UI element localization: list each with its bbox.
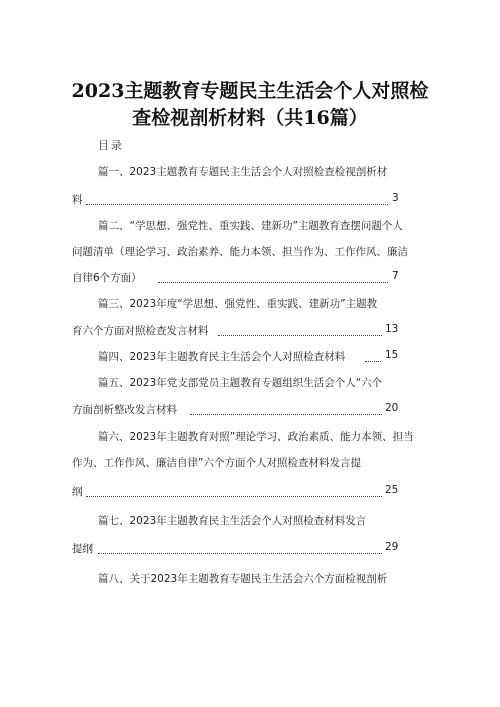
toc-entry-1-line-1: 篇一、2023主题教育专题民主生活会个人对照检查检视剖析材 [98,166,388,178]
toc-entry-7-page: 29 [385,541,399,553]
toc-entry-2-line-1: 篇二、“学思想、强党性、重实践、建新功”主题教育查摆问题个人 [98,220,403,232]
toc-entry-3-page: 13 [385,323,399,335]
toc-leader [158,282,388,283]
toc-entry-1-page: 3 [392,192,399,204]
toc-entry-2-line-3: 自律6个方面） [72,272,142,284]
toc-entry-5-page: 20 [385,402,399,414]
toc-leader [86,204,388,205]
toc-entry-6-line-3: 纲 [72,486,83,498]
document-title-line-1: 2023主题教育专题民主生活会个人对照检 [71,80,429,102]
toc-entry-1-line-2: 料 [72,194,83,206]
toc-leader [218,335,382,336]
toc-entry-2-page: 7 [392,270,399,282]
toc-entry-8-line-1: 篇八、关于2023年主题教育专题民主生活会六个方面检视剖析 [98,573,388,585]
toc-leader [365,361,381,362]
toc-leader [86,496,382,497]
toc-entry-6-line-2: 作为、工作作风、廉洁自律”六个方面个人对照检查材料发言提 [72,457,361,469]
toc-entry-4-page: 15 [385,349,399,361]
document-title-line-2: 查检视剖析材料（共16篇） [132,107,368,129]
toc-entry-5-line-2: 方面剖析整改发言材料 [72,404,177,416]
toc-leader [190,414,382,415]
toc-entry-4-line-1: 篇四、2023年主题教育民主生活会个人对照检查材料 [98,351,346,363]
toc-entry-3-line-1: 篇三、2023年度“学思想、强党性、重实践、建新功”主题教 [98,298,378,310]
toc-entry-6-page: 25 [385,484,399,496]
toc-entry-6-line-1: 篇六、2023年主题教育对照”理论学习、政治素质、能力本领、担当 [98,431,414,443]
toc-entry-3-line-2: 育六个方面对照检查发言材料 [72,325,209,337]
toc-entry-7-line-1: 篇七、2023年主题教育民主生活会个人对照检查材料发言 [98,515,367,527]
toc-label: 目录 [98,139,124,152]
toc-entry-2-line-2: 问题清单（理论学习、政治素养、能力本领、担当作为、工作作风、廉洁 [72,246,408,258]
toc-entry-5-line-1: 篇五、2023年党支部党员主题教育专题组织生活会个人“六个 [98,377,383,389]
toc-leader [98,553,382,554]
toc-entry-7-line-2: 提纲 [72,543,93,555]
